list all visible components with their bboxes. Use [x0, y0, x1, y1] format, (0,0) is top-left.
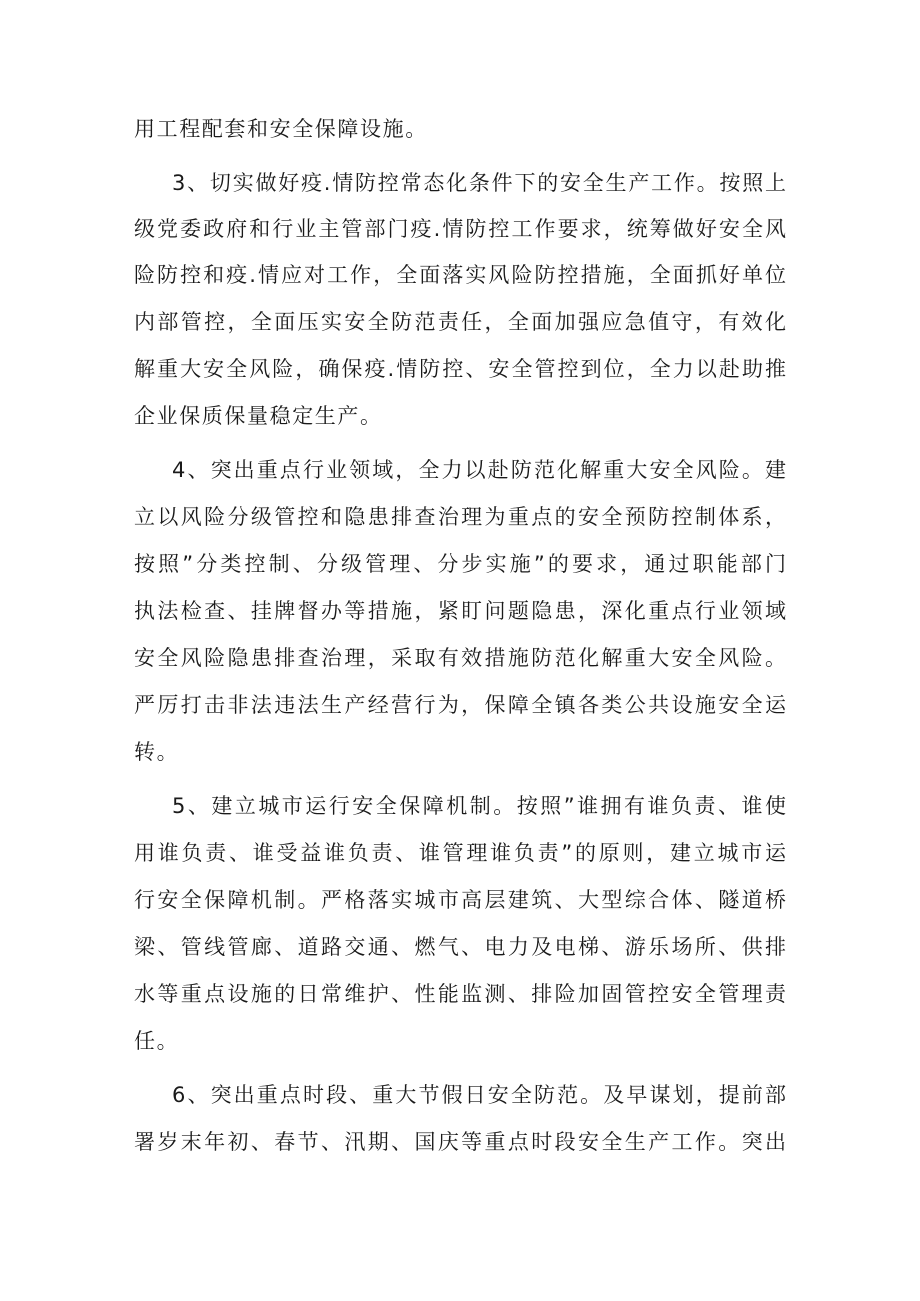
- text-line: 险防控和疫.情应对工作，全面落实风险防控措施，全面抓好单位: [134, 263, 786, 287]
- text-line: 行安全保障机制。严格落实城市高层建筑、大型综合体、隧道桥: [134, 888, 786, 912]
- paragraph-6-heading-line: 6、突出重点时段、重大节假日安全防范。及早谋划，提前部: [172, 1083, 786, 1107]
- text-line: 水等重点设施的日常维护、性能监测、排险加固管控安全管理责: [134, 982, 786, 1006]
- text-line: 署岁末年初、春节、汛期、国庆等重点时段安全生产工作。突出: [134, 1130, 786, 1154]
- text-line: 级党委政府和行业主管部门疫.情防控工作要求，统筹做好安全风: [134, 217, 786, 241]
- text-line: 严厉打击非法违法生产经营行为，保障全镇各类公共设施安全运: [134, 693, 786, 717]
- text-line: 执法检查、挂牌督办等措施，紧盯问题隐患，深化重点行业领域: [134, 599, 786, 623]
- text-line: 企业保质保量稳定生产。: [134, 404, 383, 428]
- paragraph-4-heading-line: 4、突出重点行业领域，全力以赴防范化解重大安全风险。建: [172, 458, 786, 482]
- text-line: 转。: [134, 740, 180, 764]
- text-line: 内部管控，全面压实安全防范责任，全面加强应急值守，有效化: [134, 310, 786, 334]
- paragraph-5-heading-line: 5、建立城市运行安全保障机制。按照”谁拥有谁负责、谁使: [172, 794, 786, 818]
- text-line: 立以风险分级管控和隐患排查治理为重点的安全预防控制体系，: [134, 505, 786, 529]
- text-line: 用工程配套和安全保障设施。: [134, 117, 428, 141]
- text-line: 按照”分类控制、分级管理、分步实施”的要求，通过职能部门: [134, 552, 786, 576]
- text-line: 解重大安全风险，确保疫.情防控、安全管控到位，全力以赴助推: [134, 357, 786, 381]
- text-line: 安全风险隐患排查治理，采取有效措施防范化解重大安全风险。: [134, 646, 786, 670]
- text-line: 梁、管线管廊、道路交通、燃气、电力及电梯、游乐场所、供排: [134, 935, 786, 959]
- text-line: 用谁负责、谁受益谁负责、谁管理谁负责”的原则，建立城市运: [134, 841, 786, 865]
- paragraph-3-heading-line: 3、切实做好疫.情防控常态化条件下的安全生产工作。按照上: [172, 171, 786, 195]
- text-line: 任。: [134, 1029, 180, 1053]
